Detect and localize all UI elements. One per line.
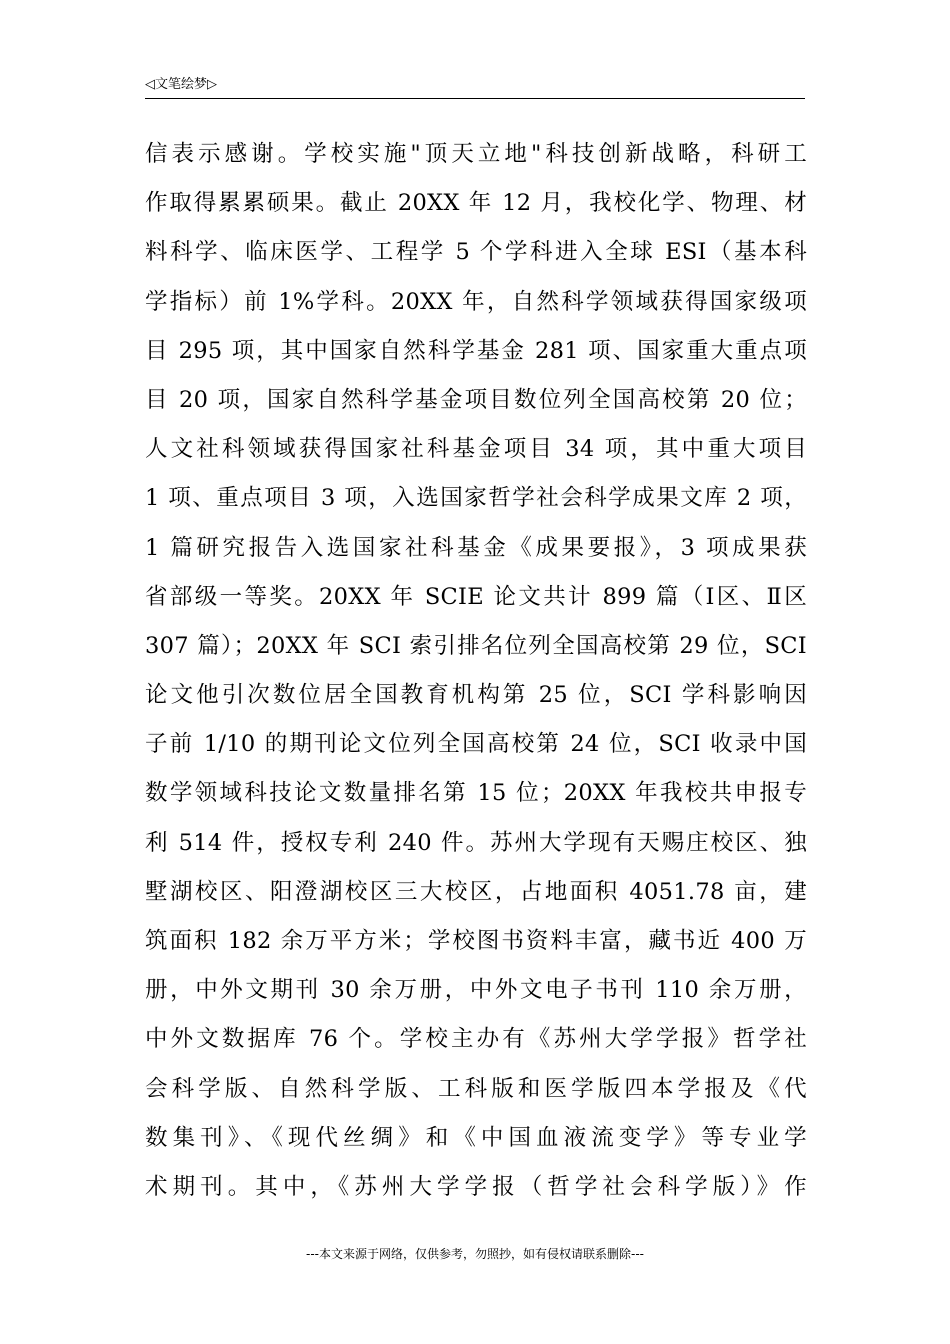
body-line: 利 514 件，授权专利 240 件。苏州大学现有天赐庄校区、独	[145, 829, 807, 856]
body-line: 1 项、重点项目 3 项，入选国家哲学社会科学成果文库 2 项，	[145, 485, 807, 512]
body-line: 中外文数据库 76 个。学校主办有《苏州大学学报》哲学社	[145, 1026, 807, 1053]
body-line: 料科学、临床医学、工程学 5 个学科进入全球 ESI（基本科	[145, 239, 807, 266]
body-line: 人文社科领域获得国家社科基金项目 34 项，其中重大项目	[145, 436, 807, 463]
header-title: ◁文笔绘梦▷	[145, 77, 217, 92]
body-line: 学指标）前 1%学科。20XX 年，自然科学领域获得国家级项	[145, 288, 807, 315]
body-line: 数学领域科技论文数量排名第 15 位；20XX 年我校共申报专	[145, 780, 807, 807]
body-line: 省部级一等奖。20XX 年 SCIE 论文共计 899 篇（Ⅰ区、Ⅱ区	[145, 583, 807, 610]
body-line: 307 篇）；20XX 年 SCI 索引排名位列全国高校第 29 位，SCI	[145, 632, 807, 659]
body-line: 目 20 项，国家自然科学基金项目数位列全国高校第 20 位；	[145, 386, 807, 413]
footer-disclaimer: ---本文来源于网络，仅供参考，勿照抄，如有侵权请联系删除---	[306, 1247, 644, 1261]
body-line: 作取得累累硕果。截止 20XX 年 12 月，我校化学、物理、材	[145, 190, 807, 217]
body-line: 筑面积 182 余万平方米；学校图书资料丰富，藏书近 400 万	[145, 928, 807, 954]
body-line: 目 295 项，其中国家自然科学基金 281 项、国家重大重点项	[145, 337, 807, 364]
body-line: 1 篇研究报告入选国家社科基金《成果要报》，3 项成果获	[145, 534, 807, 561]
body-line: 会科学版、自然科学版、工科版和医学版四本学报及《代	[145, 1075, 807, 1102]
body-line: 册，中外文期刊 30 余万册，中外文电子书刊 110 余万册，	[145, 977, 807, 1004]
body-line: 论文他引次数位居全国教育机构第 25 位，SCI 学科影响因	[145, 682, 807, 709]
body-text	[145, 130, 807, 1212]
page-header	[145, 74, 805, 99]
body-line: 数集刊》、《现代丝绸》和《中国血液流变学》等专业学	[145, 1124, 807, 1151]
body-line: 术期刊。其中，《苏州大学学报（哲学社会科学版）》作	[145, 1173, 807, 1200]
body-line: 信表示感谢。学校实施"顶天立地"科技创新战略，科研工	[145, 141, 807, 167]
body-line: 墅湖校区、阳澄湖校区三大校区，占地面积 4051.78 亩，建	[145, 878, 807, 905]
body-line: 子前 1/10 的期刊论文位列全国高校第 24 位，SCI 收录中国	[145, 731, 807, 758]
